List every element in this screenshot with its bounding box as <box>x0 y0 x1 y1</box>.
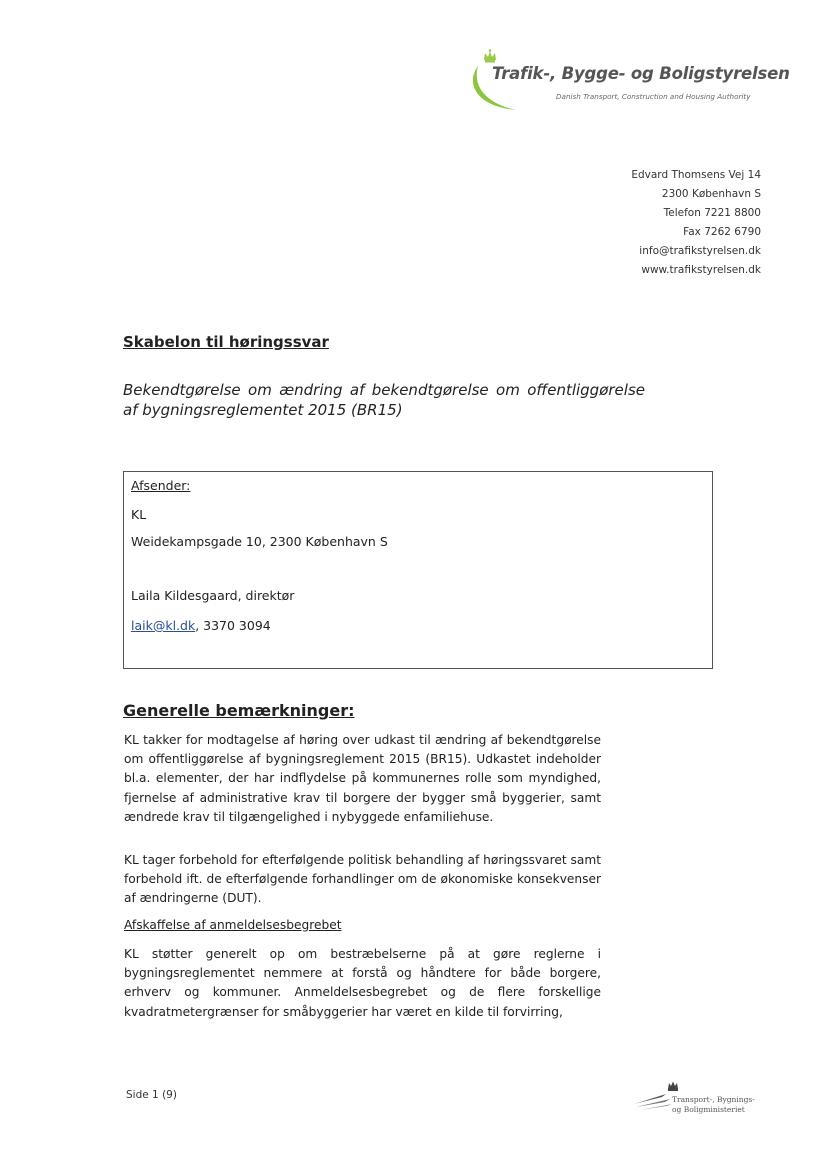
address-email: info@trafikstyrelsen.dk <box>639 245 761 257</box>
address-fax: Fax 7262 6790 <box>683 226 761 238</box>
ministry-logo <box>632 1080 762 1120</box>
document-subtitle: Bekendtgørelse om ændring af bekendtgørelse om offentliggørelse af bygningsreglementet 2015 (BR15) <box>123 381 645 419</box>
ministry-line-1: Transport-, Bygnings- <box>672 1095 755 1104</box>
address-street: Edvard Thomsens Vej 14 <box>631 169 761 181</box>
subheading-anmeldelse: Afskaffelse af anmeldelsesbegrebet <box>124 918 342 932</box>
logo-subtitle: Danish Transport, Construction and Housing Authority <box>556 92 751 101</box>
agency-logo <box>468 48 790 118</box>
sender-box <box>123 471 713 669</box>
ministry-name <box>672 1095 755 1115</box>
paragraph-3: KL støtter generelt op om bestræbelserne på at gøre reglerne i bygningsreglementet nemmere at forstå og håndtere for både borgere, erhverv og kommuner. Anmeldelsesbegrebet og de flere forskellige kvadratmetergrænser for småbyggerier har været en kilde til forvirring, <box>124 947 601 1019</box>
sender-contact <box>131 618 271 633</box>
address-city: 2300 København S <box>661 188 761 200</box>
sender-label: Afsender: <box>131 478 191 493</box>
sender-phone: , 3370 3094 <box>195 618 271 633</box>
sender-person: Laila Kildesgaard, direktør <box>131 588 295 603</box>
logo-title: Trafik-, Bygge- og Boligstyrelsen <box>492 64 790 83</box>
sender-organization: KL <box>131 507 147 522</box>
paragraph-1: KL takker for modtagelse af høring over udkast til ændring af bekendtgørelse om offentliggørelse af bygningsreglement 2015 (BR15). Udkastet indeholder bl.a. elementer, der har indflydelse på kommunernes rolle som myndighed, fjernelse af administrative krav til borgere der bygger små byggerier, samt ændrede krav til tilgængelighed i nybyggede enfamiliehuse. <box>124 733 601 824</box>
document-heading: Skabelon til høringssvar <box>123 333 329 351</box>
general-remarks-heading: Generelle bemærkninger: <box>123 701 355 720</box>
address-block <box>631 166 761 280</box>
crown-swoosh-icon <box>468 48 528 118</box>
address-web: www.trafikstyrelsen.dk <box>641 264 761 276</box>
sender-address: Weidekampsgade 10, 2300 København S <box>131 534 388 549</box>
sender-email-link[interactable]: laik@kl.dk <box>131 618 196 633</box>
address-phone: Telefon 7221 8800 <box>663 207 761 219</box>
paragraph-2: KL tager forbehold for efterfølgende politisk behandling af høringssvaret samt forbehold ift. de efterfølgende forhandlinger om de økonomiske konsekvenser af ændringerne (DUT). <box>124 853 601 906</box>
ministry-line-2: og Boligministeriet <box>672 1105 745 1114</box>
page-number: Side 1 (9) <box>126 1089 177 1101</box>
